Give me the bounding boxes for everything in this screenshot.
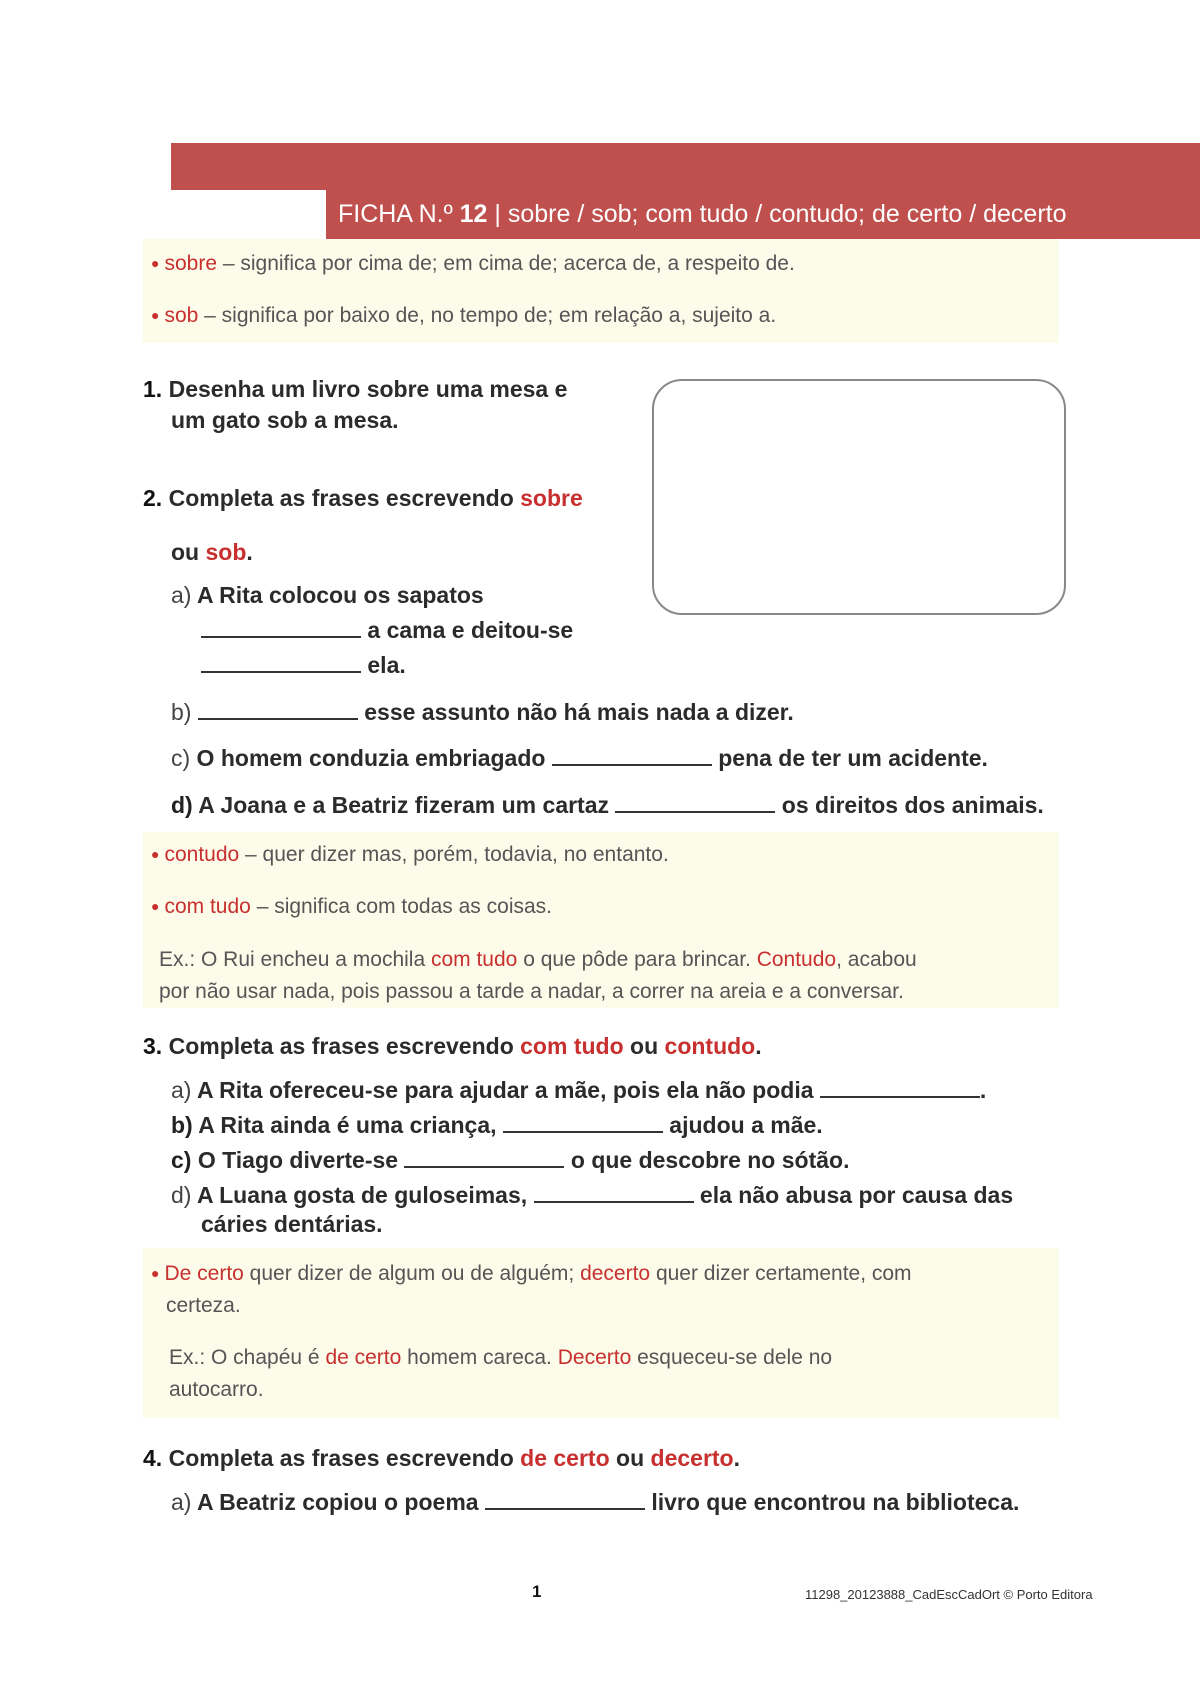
question-2a: a) A Rita colocou os sapatos — [171, 582, 484, 608]
bullet-icon: ● — [151, 307, 160, 323]
question-4a: a) A Beatriz copiou o poema livro que encontrou na biblioteca. — [171, 1486, 1019, 1517]
example-decerto-line-2: autocarro. — [169, 1378, 264, 1401]
bullet-icon: ● — [151, 846, 160, 862]
header-accent-bar — [171, 143, 1200, 190]
question-3d: d) A Luana gosta de guloseimas, ela não abusa por causa das — [171, 1179, 1013, 1210]
bullet-icon: ● — [151, 898, 160, 914]
example-contudo-line-2: por não usar nada, pois passou a tarde a nadar, a correr na areia e a conversar. — [159, 980, 904, 1003]
answer-blank[interactable] — [485, 1486, 645, 1510]
answer-blank[interactable] — [503, 1109, 663, 1133]
answer-blank[interactable] — [404, 1144, 564, 1168]
answer-blank[interactable] — [534, 1179, 694, 1203]
page-number: 1 — [532, 1582, 542, 1601]
question-4: 4. Completa as frases escrevendo de certo ou decerto. — [143, 1445, 740, 1471]
answer-blank[interactable] — [615, 789, 775, 813]
example-contudo-line-1: Ex.: O Rui encheu a mochila com tudo o que pôde para brincar. Contudo, acabou — [159, 948, 917, 971]
question-3: 3. Completa as frases escrevendo com tudo ou contudo. — [143, 1033, 762, 1059]
question-2-line-2: ou sob. — [171, 539, 253, 565]
question-2: 2. Completa as frases escrevendo sobre — [143, 485, 583, 511]
question-2a-line-3: ela. — [201, 649, 406, 680]
answer-blank[interactable] — [201, 649, 361, 673]
question-2b: b) esse assunto não há mais nada a dizer. — [171, 696, 794, 727]
question-3b: b) A Rita ainda é uma criança, ajudou a mãe. — [171, 1109, 823, 1140]
definition-com-tudo: ● com tudo – significa com todas as coisas. — [151, 895, 552, 918]
definition-box-contudo — [143, 832, 1059, 1008]
answer-blank[interactable] — [552, 742, 712, 766]
answer-blank[interactable] — [198, 696, 358, 720]
question-3c: c) O Tiago diverte-se o que descobre no sótão. — [171, 1144, 849, 1175]
definition-de-certo: ● De certo quer dizer de algum ou de alguém; decerto quer dizer certamente, com — [151, 1262, 912, 1285]
definition-de-certo-line-2: certeza. — [166, 1294, 241, 1317]
worksheet-title: FICHA N.º 12 | sobre / sob; com tudo / contudo; de certo / decerto — [326, 190, 1200, 239]
bullet-icon: ● — [151, 255, 160, 271]
question-2c: c) O homem conduzia embriagado pena de ter um acidente. — [171, 742, 988, 773]
question-3d-line-2: cáries dentárias. — [201, 1211, 383, 1237]
definition-sobre: ● sobre – significa por cima de; em cima de; acerca de, a respeito de. — [151, 252, 795, 275]
question-2d: d) A Joana e a Beatriz fizeram um cartaz os direitos dos animais. — [171, 789, 1044, 820]
answer-blank[interactable] — [820, 1074, 980, 1098]
example-decerto-line-1: Ex.: O chapéu é de certo homem careca. Decerto esqueceu-se dele no — [169, 1346, 833, 1369]
bullet-icon: ● — [151, 1265, 160, 1281]
definition-box-sobre-sob — [143, 239, 1059, 343]
question-1-line-2: um gato sob a mesa. — [171, 407, 399, 433]
drawing-area[interactable] — [652, 379, 1066, 615]
definition-box-decerto — [143, 1248, 1059, 1418]
question-2a-line-2: a cama e deitou-se — [201, 614, 573, 645]
definition-sob: ● sob – significa por baixo de, no tempo de; em relação a, sujeito a. — [151, 304, 777, 327]
question-1: 1. Desenha um livro sobre uma mesa e — [143, 376, 568, 402]
publisher-code: 11298_20123888_CadEscCadOrt © Porto Editora — [805, 1587, 1093, 1602]
definition-contudo: ● contudo – quer dizer mas, porém, todavia, no entanto. — [151, 843, 669, 866]
answer-blank[interactable] — [201, 614, 361, 638]
question-3a: a) A Rita ofereceu-se para ajudar a mãe, pois ela não podia . — [171, 1074, 986, 1105]
